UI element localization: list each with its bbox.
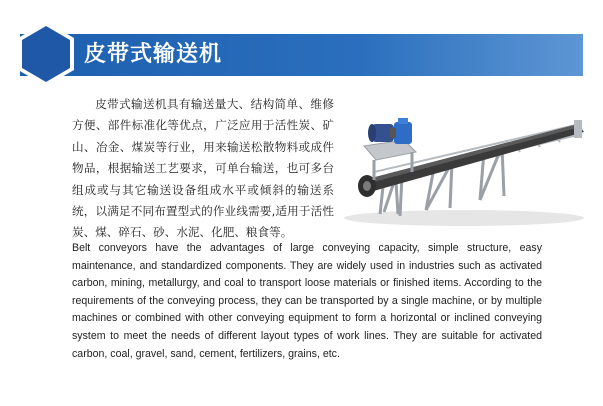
hexagon-icon xyxy=(16,20,76,88)
page-title: 皮带式输送机 xyxy=(84,42,223,67)
english-description: Belt conveyors have the advantages of large conveying capacity, simple structure, easy maintenance, and standardized components. They are widely used in industries such as activated carbon, mining, metallurgy, and coal to transport loose materials or finished items. According to the requirements of the conveying process, they can be transported by a single machine, or by multiple machines or combined with other conveying equipment to form a horizontal or inclined conveying system to meet the needs of different layout types of work lines. They are suitable for activated carbon, coal, gravel, sand, cement, fertilizers, grains, etc. xyxy=(72,242,542,360)
belt-conveyor-image xyxy=(334,106,586,232)
chinese-description: 皮带式输送机具有输送量大、结构简单、维修方便、部件标准化等优点，广泛应用于活性炭、矿山、冶金、煤炭等行业，用来输送松散物料或成件物品，根据输送工艺要求，可单台输送，也可多台组成或与其它输送设备组成水平或倾斜的输送系统，以满足不同布置型式的作业线需要,适用于活性炭、煤、碎石、砂、水泥、化肥、粮食等。 xyxy=(72,97,334,240)
